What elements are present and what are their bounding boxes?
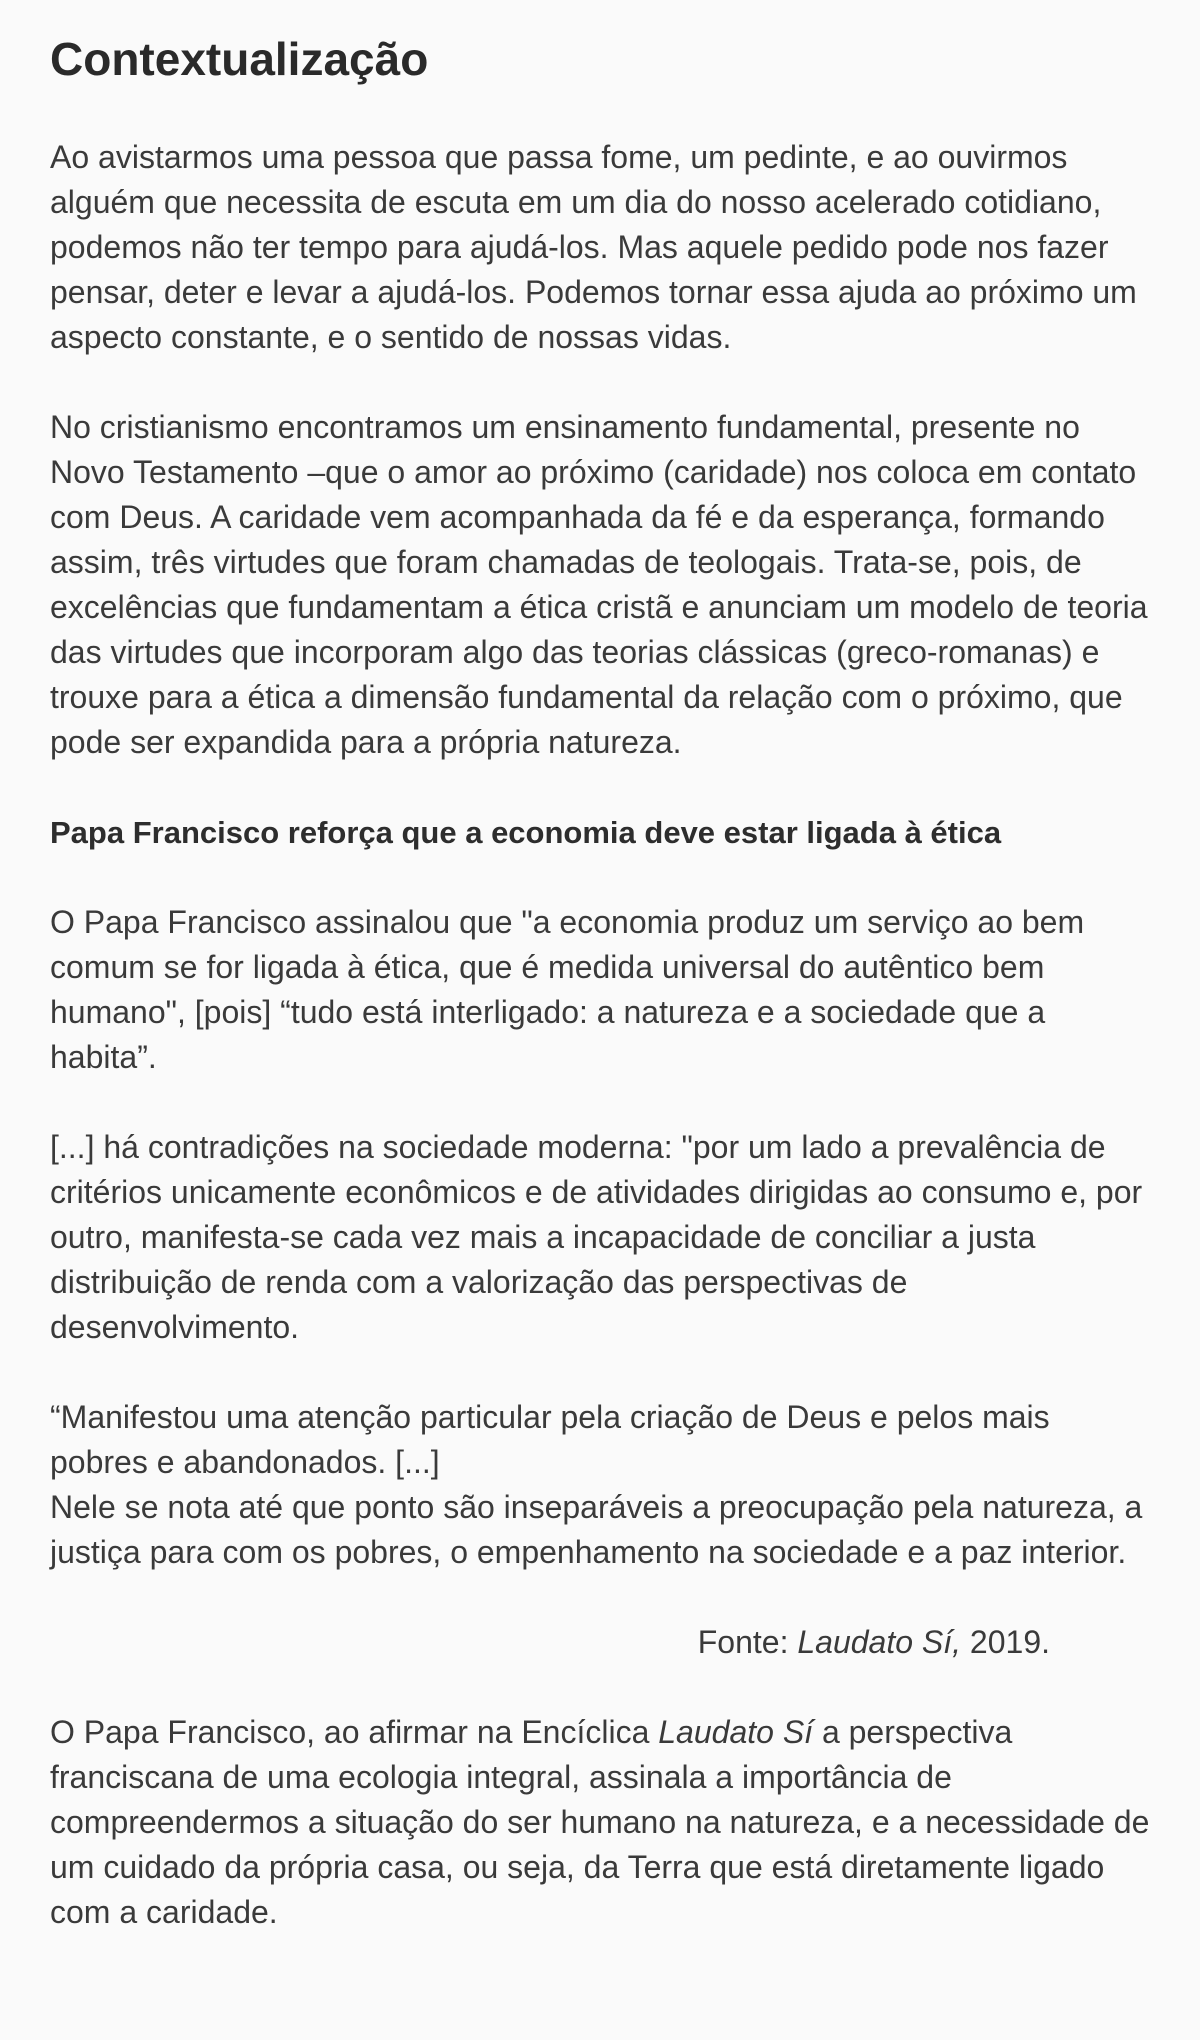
text-segment: O Papa Francisco assinalou que "a economia produz um serviço ao bem comum se for ligada à ética, que é medida universal do autêntico bem humano", [pois] “tudo está interligado: a natureza e a sociedade que a habita”. — [50, 904, 1085, 1076]
text-segment: Nele se nota até que ponto são inseparáveis a preocupação pela natureza, a justiça para com os pobres, o empenhamento na sociedade e a paz interior. — [50, 1489, 1143, 1571]
text-segment: [...] há contradições na sociedade moderna: "por um lado a prevalência de critérios unicamente econômicos e de atividades dirigidas ao consumo e, por outro, manifesta-se cada vez mais a incapacidade de conciliar a justa distribuição de renda com a valorização das perspectivas de desenvolvimento. — [50, 1129, 1143, 1346]
text-segment: a perspectiva franciscana de uma ecologia integral, assinala a importância de compreendermos a situação do ser humano na natureza, e a necessidade de um cuidado da própria casa, ou seja, da Terra que está diretamente ligado com a caridade. — [50, 1714, 1150, 1931]
text-segment: “Manifestou uma atenção particular pela criação de Deus e pelos mais pobres e abandonados. [...] — [50, 1399, 1050, 1481]
text-segment: Laudato Sí, — [797, 1624, 962, 1661]
contradictions-paragraph — [50, 1125, 1150, 1350]
intro-paragraph — [50, 135, 1150, 360]
text-segment: Fonte: — [697, 1624, 798, 1661]
text-segment: No cristianismo encontramos um ensinamento fundamental, presente no Novo Testamento –que o amor ao próximo (caridade) nos coloca em contato com Deus. A caridade vem acompanhada da fé e da esperança, formando assim, três virtudes que foram chamadas de teologais. Trata-se, pois, de excelências que fundamentam a ética cristã e anunciam um modelo de teoria das virtudes que incorporam algo das teorias clássicas (greco-romanas) e trouxe para a ética a dimensão fundamental da relação com o próximo, que pode ser expandida para a própria natureza. — [50, 409, 1148, 761]
text-segment: Laudato Sí — [658, 1714, 814, 1751]
text-segment: O Papa Francisco, ao afirmar na Encíclica — [50, 1714, 659, 1751]
text-segment: Papa Francisco reforça que a economia deve estar ligada à ética — [50, 815, 1002, 851]
document-body — [50, 135, 1150, 1935]
christianity-paragraph — [50, 405, 1150, 765]
creation-quote-paragraph — [50, 1395, 1150, 1575]
page-title: Contextualização — [50, 33, 429, 85]
source-line — [50, 1620, 1150, 1665]
economy-paragraph — [50, 900, 1150, 1080]
text-segment: 2019. — [961, 1624, 1050, 1661]
text-segment: Ao avistarmos uma pessoa que passa fome, um pedinte, e ao ouvirmos alguém que necessita de escuta em um dia do nosso acelerado cotidiano, podemos não ter tempo para ajudá-los. Mas aquele pedido pode nos fazer pensar, deter e levar a ajudá-los. Podemos tornar essa ajuda ao próximo um aspecto constante, e o sentido de nossas vidas. — [50, 139, 1137, 356]
pope-economy-subheading — [50, 810, 1150, 855]
encyclical-paragraph — [50, 1710, 1150, 1935]
